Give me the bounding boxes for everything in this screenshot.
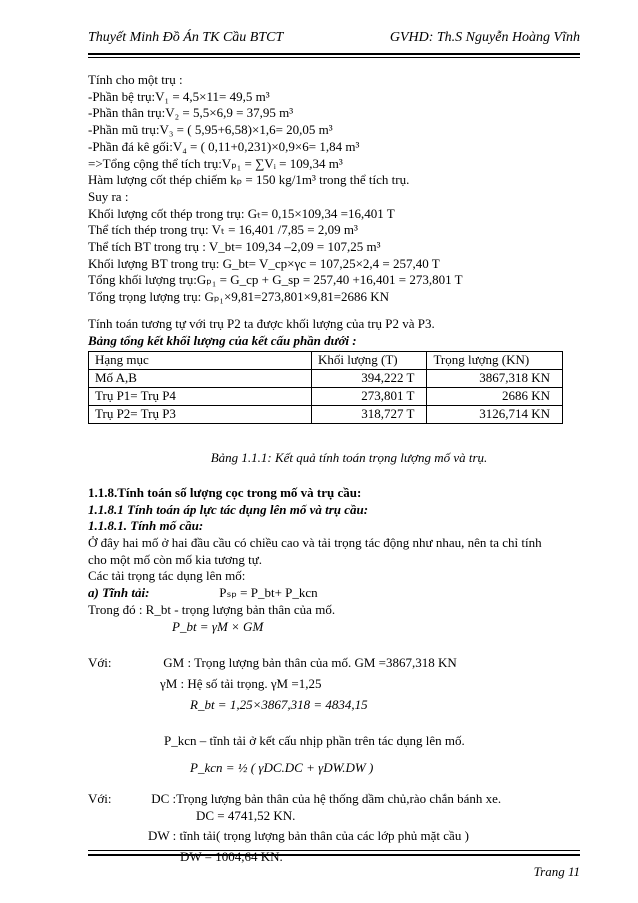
- table-cell: Mố A,B: [89, 370, 312, 388]
- table-row: [89, 370, 563, 388]
- pkcn-definition: P_kcn – tĩnh tải ở kết cấu nhịp phần trên tác dụng lên mố.: [164, 733, 465, 749]
- with-label: Với:: [88, 655, 112, 671]
- dc-value: DC = 4741,52 KN.: [196, 807, 296, 823]
- text-line: Tổng khối lượng trụ:Gₚ₁ = G_cp + G_sp = 257,40 +16,401 = 273,801 T: [88, 272, 463, 288]
- paragraph-line: cho một mố còn mố kia tương tự.: [88, 551, 263, 567]
- dead-load-equation: Pₛₚ = P_bt+ P_kcn: [219, 585, 318, 601]
- text-line: Thể tích thép trong trụ: Vₜ = 16,401 /7,85 = 2,09 m³: [88, 222, 358, 238]
- footer-rule: [88, 854, 580, 856]
- table-row: [89, 406, 563, 424]
- dw-definition: DW : tĩnh tải( trọng lượng bản thân của các lớp phủ mặt cầu ): [148, 828, 469, 844]
- subsection-heading: 1.1.8.1 Tính toán áp lực tác dụng lên mố và trụ cầu:: [88, 501, 369, 517]
- table-cell: Trụ P1= Trụ P4: [89, 388, 312, 406]
- table-title: Bảng tổng kết khối lượng của kết cấu phần dưới :: [88, 332, 357, 348]
- table-header-cell: Trọng lượng (KN): [427, 352, 563, 370]
- section-heading: 1.1.8.Tính toán số lượng cọc trong mố và trụ cầu:: [88, 484, 362, 500]
- page-number: Trang 11: [533, 864, 580, 879]
- text-line: -Phần thân trụ:V₂ = 5,5×6,9 = 37,95 m³: [88, 105, 294, 121]
- table-header-cell: Hạng mục: [89, 352, 312, 370]
- with-label: Với:: [88, 790, 112, 806]
- text-line: Trong đó : R_bt - trọng lượng bản thân của mố.: [88, 601, 336, 617]
- text-line: Thể tích BT trong trụ : V_bt= 109,34 –2,09 = 107,25 m³: [88, 239, 381, 255]
- header-rule: [88, 53, 580, 55]
- text-line: Suy ra :: [88, 188, 129, 204]
- header-left: Thuyết Minh Đồ Án TK Cầu BTCT: [88, 30, 284, 45]
- table-header-row: [89, 352, 563, 370]
- table-cell: 2686 KN: [427, 388, 563, 406]
- table-cell: 3867,318 KN: [427, 370, 563, 388]
- page-body: [88, 72, 580, 866]
- paragraph-line: Ở đây hai mố ở hai đầu cầu có chiều cao và tải trọng tác động như nhau, nên ta chỉ tính: [88, 535, 542, 551]
- header-right: GVHD: Th.S Nguyễn Hoàng Vĩnh: [389, 30, 580, 45]
- ym-definition: γM : Hệ số tải trọng. γM =1,25: [160, 675, 322, 691]
- text-line: -Phần bệ trụ:V₁ = 4,5×11= 49,5 m³: [88, 88, 270, 104]
- table-cell: 318,727 T: [312, 406, 427, 424]
- equation: P_bt = γM × GM: [172, 618, 264, 634]
- table-cell: 3126,714 KN: [427, 406, 563, 424]
- summary-table: [88, 351, 563, 424]
- equation: R_bt = 1,25×3867,318 = 4834,15: [190, 696, 368, 712]
- text-line: Tính cho một trụ :: [88, 72, 183, 87]
- table-caption: Bảng 1.1.1: Kết quả tính toán trọng lượng mố và trụ.: [210, 450, 488, 466]
- footer-rule-thin: [88, 850, 580, 851]
- paragraph-line: Các tải trọng tác dụng lên mố:: [88, 568, 246, 584]
- dw-value: DW = 1004,64 KN.: [180, 848, 283, 864]
- text-line: -Phần mũ trụ:V₃ = ( 5,95+6,58)×1,6= 20,05 m³: [88, 122, 333, 138]
- page-header: [88, 30, 580, 46]
- text-line: Khối lượng BT trong trụ: G_bt= V_cp×γc = 107,25×2,4 = 257,40 T: [88, 255, 440, 271]
- table-row: [89, 388, 563, 406]
- subsection-heading: 1.1.8.1. Tính mố cầu:: [88, 518, 204, 534]
- text-line: -Phần đá kê gối:V₄ = ( 0,11+0,231)×0,9×6= 1,84 m³: [88, 138, 360, 154]
- equation: P_kcn = ½ ( γDC.DC + γDW.DW ): [190, 760, 374, 776]
- table-cell: 394,222 T: [312, 370, 427, 388]
- header-rule-thin: [88, 57, 580, 58]
- text-line: Tính toán tương tự với trụ P2 ta được khối lượng của trụ P2 và P3.: [88, 315, 435, 331]
- text-line: Hàm lượng cốt thép chiếm kₚ = 150 kg/1m³ trong thể tích trụ.: [88, 172, 410, 188]
- dead-load-label: a) Tĩnh tải:: [88, 585, 150, 601]
- text-line: Khối lượng cốt thép trong trụ: Gₜ= 0,15×109,34 =16,401 T: [88, 205, 395, 221]
- table-header-cell: Khối lượng (T): [312, 352, 427, 370]
- text-line: =>Tổng cộng thể tích trụ:Vₚ₁ = ∑Vᵢ = 109,34 m³: [88, 155, 343, 171]
- dc-definition: DC :Trọng lượng bản thân của hệ thống dầm chủ,rào chắn bánh xe.: [151, 790, 502, 806]
- gm-definition: GM : Trọng lượng bản thân của mố. GM =3867,318 KN: [163, 655, 457, 671]
- table-cell: Trụ P2= Trụ P3: [89, 406, 312, 424]
- text-line: Tổng trọng lượng trụ: Gₚ₁×9,81=273,801×9,81=2686 KN: [88, 289, 390, 305]
- table-cell: 273,801 T: [312, 388, 427, 406]
